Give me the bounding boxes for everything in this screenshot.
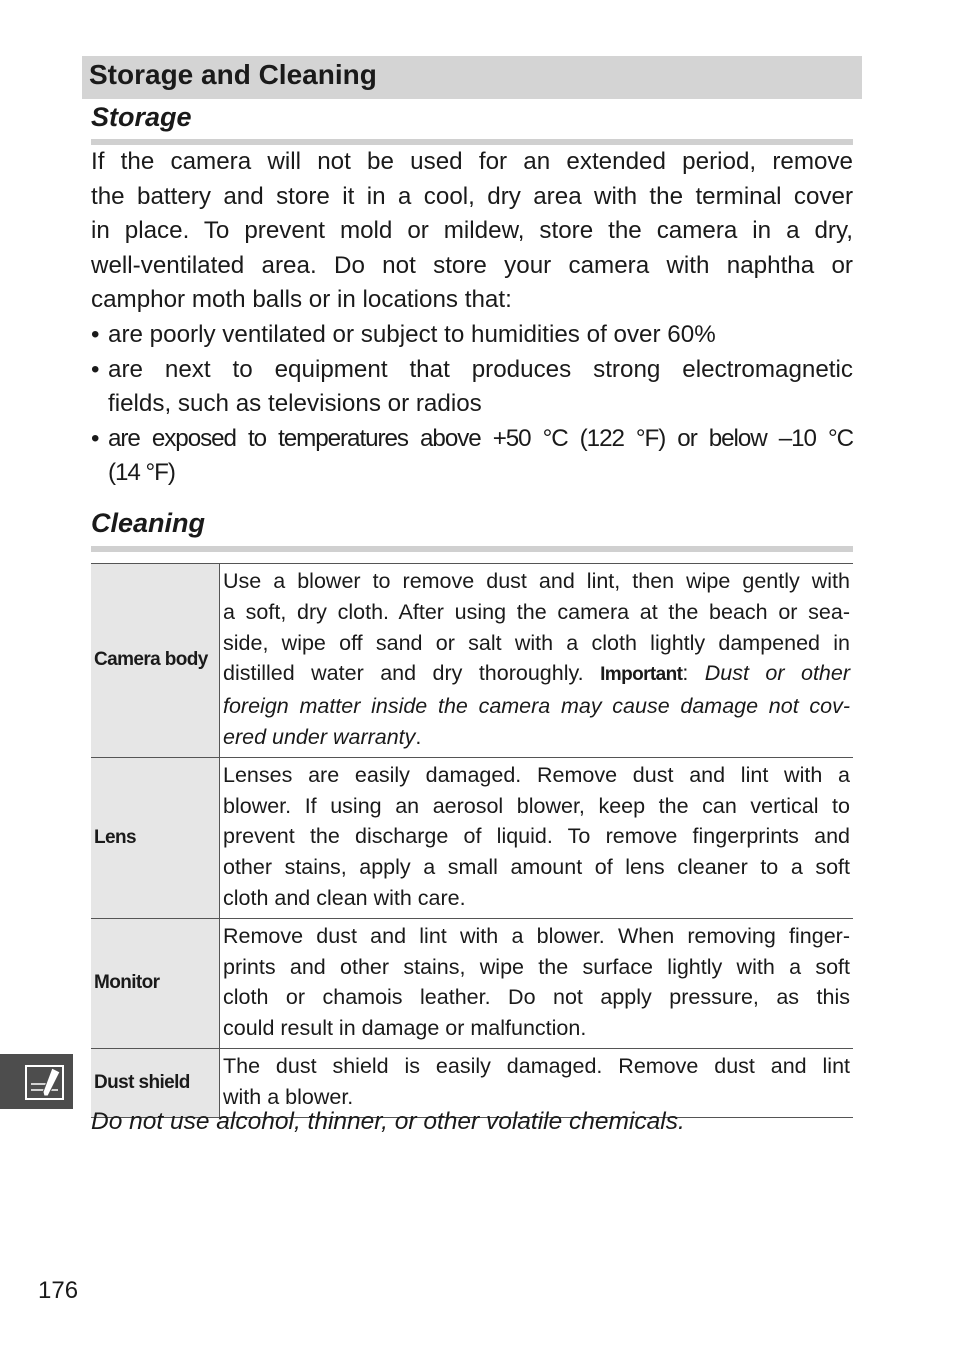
section-title: Storage and Cleaning: [89, 59, 377, 90]
storage-line: the battery and store it in a cool, dry area with the terminal cover: [91, 182, 853, 210]
row-description: [220, 918, 854, 1048]
table-row: [91, 564, 853, 758]
storage-bullet-list: [91, 318, 853, 491]
cleaning-note: Do not use alcohol, thinner, or other volatile chemicals.: [91, 1108, 685, 1135]
table-row: [91, 1048, 853, 1117]
desc-line: could result in damage or malfunction.: [223, 1016, 587, 1041]
storage-paragraph: [91, 145, 853, 318]
bullet-text: • are exposed to temperatures above +50 °C (122 °F) or below –10 °C: [108, 424, 853, 452]
bullet-text: • are next to equipment that produces strong electromagnetic: [108, 355, 853, 383]
pencil-note-icon: [0, 1054, 73, 1109]
page-number: 176: [38, 1277, 79, 1304]
bullet-text: fields, such as televisions or radios: [108, 390, 482, 417]
table-row: [91, 757, 853, 918]
cleaning-heading: Cleaning: [91, 508, 206, 538]
list-item: [91, 422, 853, 491]
desc-line: a soft, dry cloth. After using the camera at the beach or sea-: [223, 599, 850, 624]
storage-heading: Storage: [91, 102, 192, 132]
storage-line: well-ventilated area. Do not store your camera with naphtha or: [91, 251, 853, 279]
list-item: [91, 353, 853, 422]
desc-line: prints and other stains, wipe the surface lightly with a soft: [223, 954, 850, 979]
row-description: [220, 1048, 854, 1117]
row-label: Camera body: [91, 564, 220, 758]
desc-line: other stains, apply a small amount of lens cleaner to a soft: [223, 855, 850, 880]
important-text: Dust or other: [704, 661, 850, 686]
bullet-text: (14 °F): [108, 459, 175, 486]
desc-line: ered under warranty.: [223, 724, 422, 749]
row-description: [220, 564, 854, 758]
desc-line: prevent the discharge of liquid. To remove fingerprints and: [223, 824, 850, 849]
desc-line: blower. If using an aerosol blower, keep the can vertical to: [223, 793, 850, 818]
desc-line: Lenses are easily damaged. Remove dust and lint with a: [223, 762, 850, 787]
cleaning-table: [91, 563, 853, 1118]
important-text: ered under warranty: [223, 724, 416, 749]
important-label: Important: [600, 664, 683, 686]
desc-line: side, wipe off sand or salt with a cloth lightly dampened in: [223, 630, 850, 655]
desc-line: distilled water and dry thoroughly. Important: Dust or other: [223, 661, 850, 686]
storage-line: in place. To prevent mold or mildew, store the camera in a dry,: [91, 217, 853, 244]
desc-line: Remove dust and lint with a blower. When removing finger-: [223, 923, 850, 948]
desc-line: The dust shield is easily damaged. Remove dust and lint: [223, 1053, 850, 1078]
desc-line: cloth and clean with care.: [223, 885, 466, 910]
list-item: [91, 318, 853, 353]
desc-text: distilled water and dry thoroughly.: [223, 661, 584, 686]
table-row: [91, 918, 853, 1048]
storage-line: camphor moth balls or in locations that:: [91, 286, 512, 313]
desc-line: Use a blower to remove dust and lint, then wipe gently with: [223, 569, 850, 593]
storage-line: If the camera will not be used for an extended period, remove: [91, 148, 853, 175]
note-text: Do not use alcohol, thinner, or other volatile chemicals: [91, 1108, 678, 1135]
row-label: Dust shield: [91, 1048, 220, 1117]
bullet-text: • are poorly ventilated or subject to humidities of over 60%: [108, 321, 716, 348]
section-side-tab: [0, 1054, 73, 1109]
row-label: Lens: [91, 757, 220, 918]
row-description: [220, 757, 854, 918]
cleaning-heading-rule: [91, 546, 853, 552]
desc-line: cloth or chamois leather. Do not apply pressure, as this: [223, 985, 850, 1010]
desc-line: with a blower.: [223, 1084, 354, 1109]
important-text: foreign matter inside the camera may cause damage not cov-: [223, 694, 850, 719]
row-label: Monitor: [91, 918, 220, 1048]
